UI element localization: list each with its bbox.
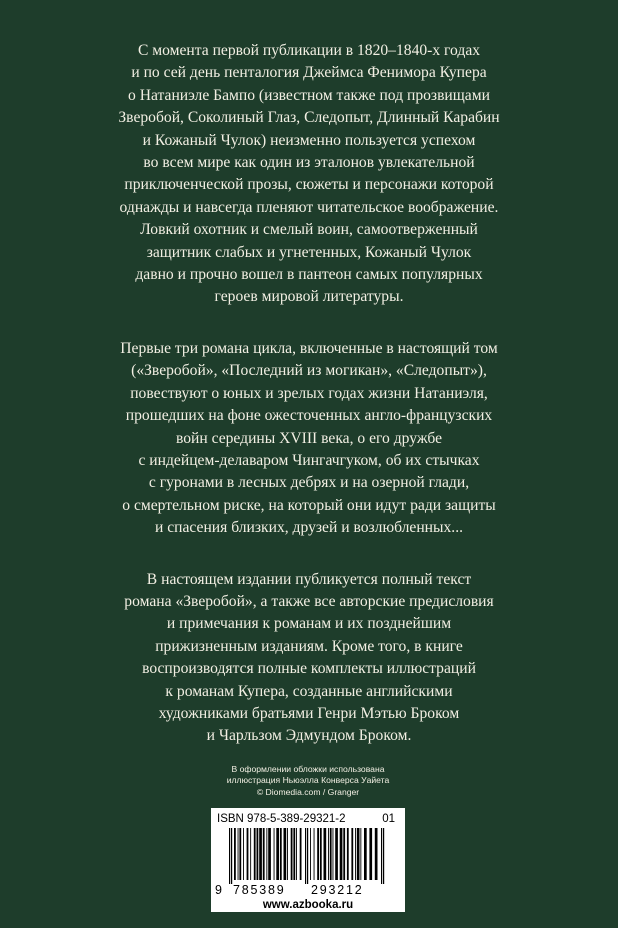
barcode-bar: [343, 828, 345, 880]
barcode-guard-bar: [229, 828, 230, 884]
text-line: повествуют о юных и зрелых годах жизни Натаниэля,: [130, 384, 488, 402]
text-line: и Кожаный Чулок) неизменно пользуется успехом: [142, 131, 476, 149]
barcode-bar: [314, 828, 315, 880]
barcode-digits: [215, 884, 401, 898]
barcode-bar: [296, 828, 297, 880]
barcode-bar: [375, 828, 378, 880]
barcode-bar: [351, 828, 353, 880]
barcode-bar: [263, 828, 265, 880]
text-line: Ловкий охотник и смелый воин, самоотверженный: [140, 221, 478, 239]
annotation-paragraph-3: [60, 569, 558, 748]
barcode-bar: [266, 828, 267, 880]
barcode-bar: [357, 828, 360, 880]
barcode-bar: [234, 828, 236, 880]
barcode-bar: [250, 828, 251, 880]
barcode-bar: [239, 828, 241, 880]
barcode-bar: [355, 828, 356, 880]
text-line: прижизненным изданиям. Кроме того, в книге: [155, 637, 463, 655]
barcode-bar: [335, 828, 338, 880]
isbn-barcode-block: [211, 808, 405, 898]
isbn-header: [217, 811, 399, 827]
text-line: о смертельном риске, на который они идут ради защиты: [122, 496, 496, 514]
text-line: и Чарльзом Эдмундом Броком.: [206, 727, 412, 745]
text-line: романа «Зверобой», а также все авторские предисловия: [124, 592, 494, 610]
barcode-digit-first: 9: [215, 883, 222, 897]
text-line: воспроизводятся полные комплекты иллюстраций: [142, 660, 476, 678]
barcode-bar: [360, 828, 361, 880]
cover-illustration-credit: [208, 764, 408, 798]
barcode-bar: [328, 828, 329, 880]
barcode-bar: [254, 828, 256, 880]
text-line: защитник слабых и угнетенных, Кожаный Чулок: [146, 243, 472, 261]
barcode-bar: [333, 828, 334, 880]
barcode-bar: [268, 828, 271, 880]
barcode-bar: [364, 828, 367, 880]
barcode-bar: [284, 828, 287, 880]
credit-line: В оформлении обложки использована: [231, 764, 385, 774]
text-line: и спасения близких, друзей и возлюбленных...: [154, 519, 463, 537]
text-line: во всем мире как один из эталонов увлекательной: [143, 154, 475, 172]
barcode-bar: [276, 828, 279, 880]
back-cover-annotation: [60, 40, 558, 777]
text-line: («Зверобой», «Последний из могикан», «Следопыт»),: [131, 362, 487, 380]
barcode-digits-left: 785389: [233, 883, 286, 897]
barcode-bar: [340, 828, 343, 880]
annotation-paragraph-2: [60, 338, 558, 540]
barcode-bar: [330, 828, 332, 880]
barcode-bar: [369, 828, 372, 880]
publisher-website: www.azbooka.ru: [211, 898, 405, 912]
barcode-bar: [293, 828, 295, 880]
barcode-guard-bar: [383, 828, 384, 884]
text-line: С момента первой публикации в 1820–1840-х годах: [137, 42, 481, 59]
text-line: В настоящем издании публикуется полный текст: [146, 570, 472, 588]
text-line: и примечания к романам и их позднейшим: [166, 615, 452, 633]
text-line: с индейцем-делаваром Чингачгуком, об их стычках: [138, 451, 480, 469]
barcode-digits-right: 293212: [311, 883, 364, 897]
barcode-bar: [310, 828, 311, 880]
barcode-bar: [274, 828, 275, 880]
barcode-bar: [324, 828, 327, 880]
barcode-bar: [320, 828, 322, 880]
barcode-bar: [287, 828, 288, 880]
barcode-bar: [280, 828, 282, 880]
text-line: о Натаниэле Бампо (известном также под прозвищами: [128, 86, 490, 104]
text-line: прошедших на фоне ожесточенных англо-французских: [125, 407, 493, 425]
barcode-bar: [259, 828, 262, 880]
barcode-bar: [347, 828, 349, 880]
barcode-bar: [300, 828, 302, 880]
barcode-bar: [247, 828, 249, 880]
barcode-bars: [215, 828, 401, 884]
credit-line: иллюстрация Ньюэлла Конверса Уайета: [226, 775, 390, 786]
text-line: художниками братьями Генри Мэтью Броком: [158, 704, 460, 722]
barcode-bar: [238, 828, 239, 880]
text-line: и по сей день пенталогия Джеймса Фенимора Купера: [131, 64, 487, 82]
barcode-guard-bar: [305, 828, 306, 884]
barcode-bar: [243, 828, 244, 880]
isbn-addon-code: 01: [382, 813, 395, 825]
credit-line: © Diomedia.com / Granger: [256, 786, 360, 797]
text-line: войн середины XVIII века, о его дружбе: [175, 429, 443, 447]
text-line: однажды и навсегда пленяют читательское воображение.: [119, 198, 499, 216]
text-line: Первые три романа цикла, включенные в настоящий том: [120, 339, 498, 357]
barcode-guard-bar: [307, 828, 308, 884]
barcode-bar: [291, 828, 293, 880]
barcode-bar: [257, 828, 259, 880]
text-line: с гуронами в лесных дебрях и на озерной глади,: [148, 474, 470, 492]
isbn-number: ISBN 978-5-389-29321-2: [217, 813, 346, 825]
barcode-bar: [317, 828, 319, 880]
text-line: героев мировой литературы.: [214, 288, 404, 306]
text-line: давно и прочно вошел в пантеон самых популярных: [135, 266, 483, 284]
text-line: Зверобой, Соколиный Глаз, Следопыт, Длинный Карабин: [118, 109, 500, 127]
barcode-guard-bar: [231, 828, 232, 884]
text-line: к романам Купера, созданные английскими: [165, 682, 453, 700]
annotation-paragraph-1: [60, 40, 558, 309]
text-line: приключенческой прозы, сюжеты и персонажи которой: [124, 176, 494, 194]
barcode-guard-bar: [381, 828, 382, 884]
